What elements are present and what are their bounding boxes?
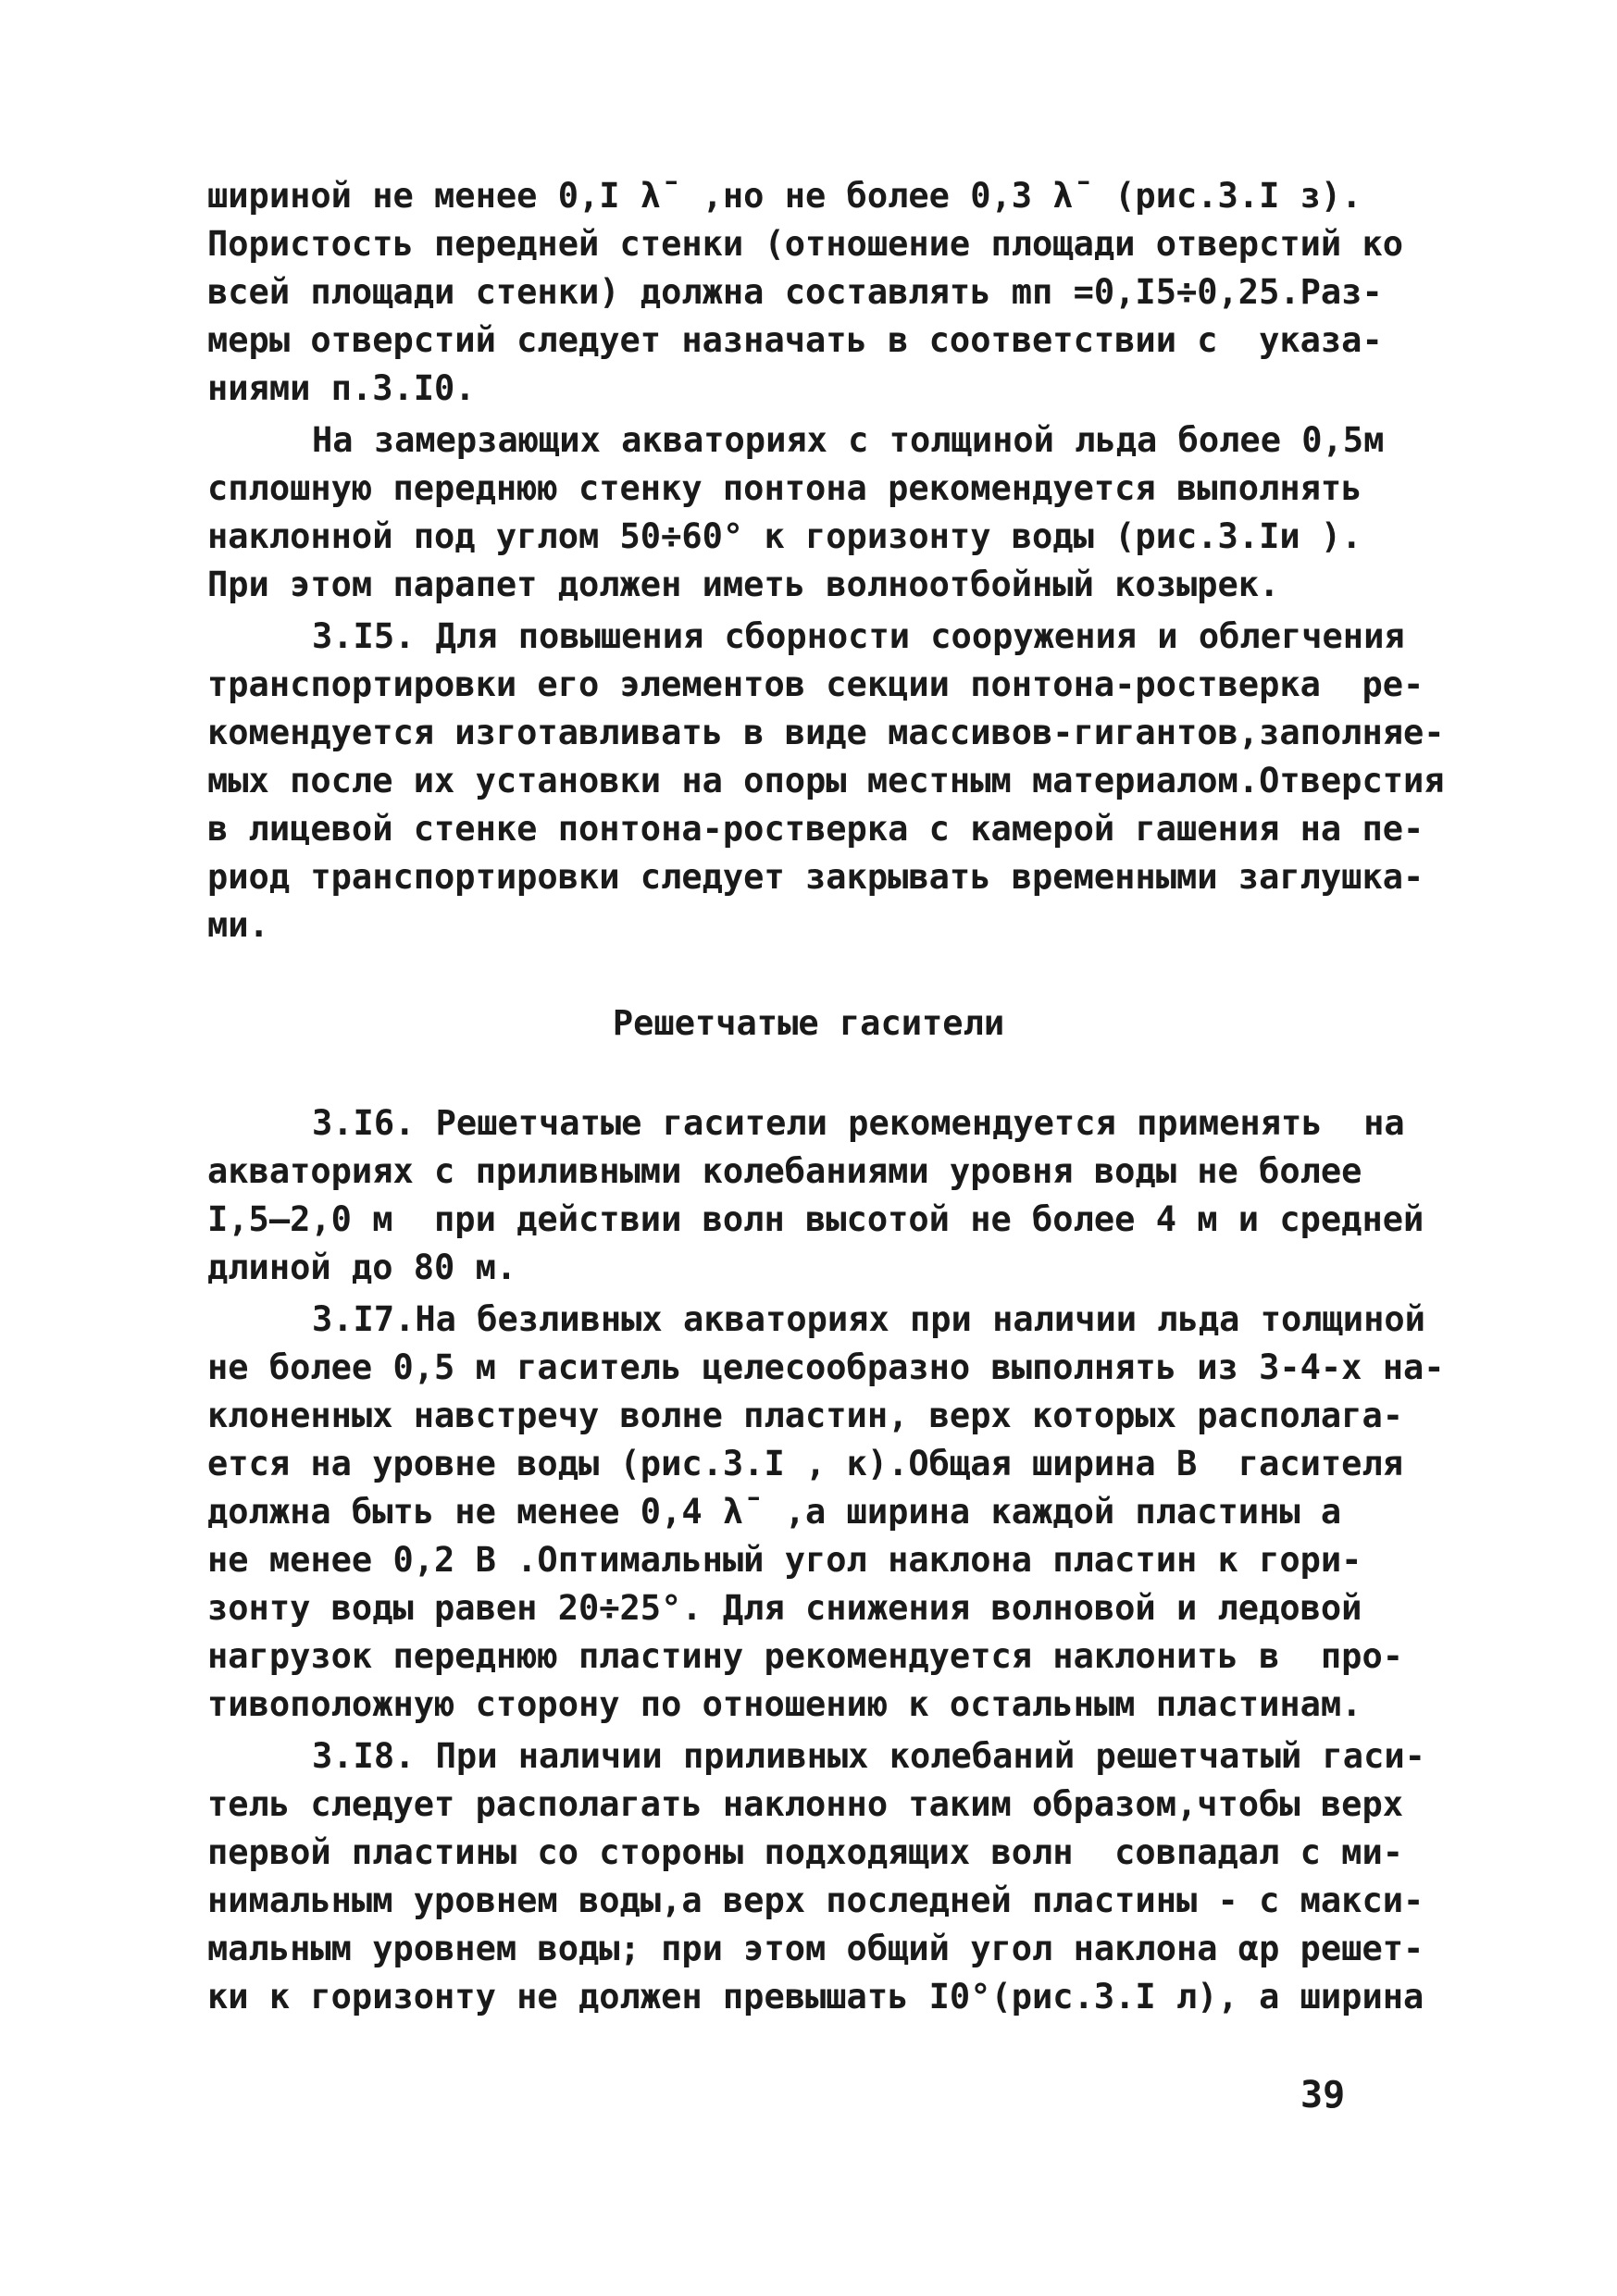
p6-line-5: мальным уровнем воды; при этом общий угол наклона αр решет-: [207, 1929, 1424, 1968]
p6-line-6: ки к горизонту не должен превышать I0°(рис.3.I л), а ширина: [207, 1977, 1424, 2017]
p1-line-2: Пористость передней стенки (отношение площади отверстий ко: [207, 224, 1404, 264]
p3-line-5: в лицевой стенке понтона-ростверка с камерой гашения на пе-: [207, 809, 1424, 849]
p5-line-4: ется на уровне воды (рис.3.I , к).Общая ширина B гасителя: [207, 1444, 1404, 1483]
p2-line-4: При этом парапет должен иметь волноотбойный козырек.: [207, 565, 1280, 604]
p3-line-3: комендуется изготавливать в виде массивов-гигантов,заполняе-: [207, 713, 1445, 752]
p5-line-3: клоненных навстречу волне пластин, верх которых располага-: [207, 1396, 1404, 1435]
p3-line-4: мых после их установки на опоры местным материалом.Отверстия: [207, 761, 1445, 800]
p6-line-2: тель следует располагать наклонно таким образом,чтобы верх: [207, 1784, 1404, 1824]
p6-line-4: нимальным уровнем воды,а верх последней пластины - с макси-: [207, 1880, 1424, 1920]
p3-line-7: ми.: [207, 905, 269, 945]
page-number: 39: [1300, 2074, 1346, 2116]
p2-line-1: На замерзающих акваториях с толщиной льда более 0,5м: [312, 420, 1385, 460]
p2-line-2: сплошную переднюю стенку понтона рекомендуется выполнять: [207, 468, 1362, 508]
p1-line-1: шириной не менее 0,I λ̄ ,но не более 0,3 λ̄ (рис.3.I з).: [207, 176, 1362, 216]
p4-line-1: 3.I6. Решетчатые гасители рекомендуется применять на: [312, 1103, 1405, 1143]
p1-line-3: всей площади стенки) должна составлять mп =0,I5÷0,25.Раз-: [207, 272, 1383, 312]
p6-line-1: 3.I8. При наличии приливных колебаний решетчатый гаси-: [312, 1736, 1425, 1776]
p4-line-4: длиной до 80 м.: [207, 1247, 517, 1287]
p5-line-1: 3.I7.На безливных акваториях при наличии льда толщиной: [312, 1299, 1425, 1339]
p5-line-7: зонту воды равен 20÷25°. Для снижения волновой и ледовой: [207, 1588, 1362, 1628]
p5-line-9: тивоположную сторону по отношению к остальным пластинам.: [207, 1684, 1362, 1724]
p1-line-5: ниями п.3.I0.: [207, 368, 476, 408]
p6-line-3: первой пластины со стороны подходящих волн совпадал с ми-: [207, 1832, 1404, 1872]
p1-line-4: меры отверстий следует назначать в соответствии с указа-: [207, 320, 1383, 360]
section-heading: Решетчатые гасители: [612, 1003, 1005, 1043]
p5-line-8: нагрузок переднюю пластину рекомендуется наклонить в про-: [207, 1636, 1404, 1676]
p3-line-2: транспортировки его элементов секции понтона-ростверка ре-: [207, 664, 1424, 704]
p3-line-1: 3.I5. Для повышения сборности сооружения и облегчения: [312, 616, 1405, 656]
p4-line-3: I,5–2,0 м при действии волн высотой не более 4 м и средней: [207, 1199, 1424, 1239]
p5-line-2: не более 0,5 м гаситель целесообразно выполнять из 3-4-х на-: [207, 1347, 1445, 1387]
p5-line-6: не менее 0,2 B .Оптимальный угол наклона пластин к гори-: [207, 1540, 1362, 1580]
p2-line-3: наклонной под углом 50÷60° к горизонту воды (рис.3.Iи ).: [207, 516, 1362, 556]
p5-line-5: должна быть не менее 0,4 λ̄ ,а ширина каждой пластины a: [207, 1492, 1342, 1532]
p3-line-6: риод транспортировки следует закрывать временными заглушка-: [207, 857, 1424, 897]
p4-line-2: акваториях с приливными колебаниями уровня воды не более: [207, 1151, 1362, 1191]
